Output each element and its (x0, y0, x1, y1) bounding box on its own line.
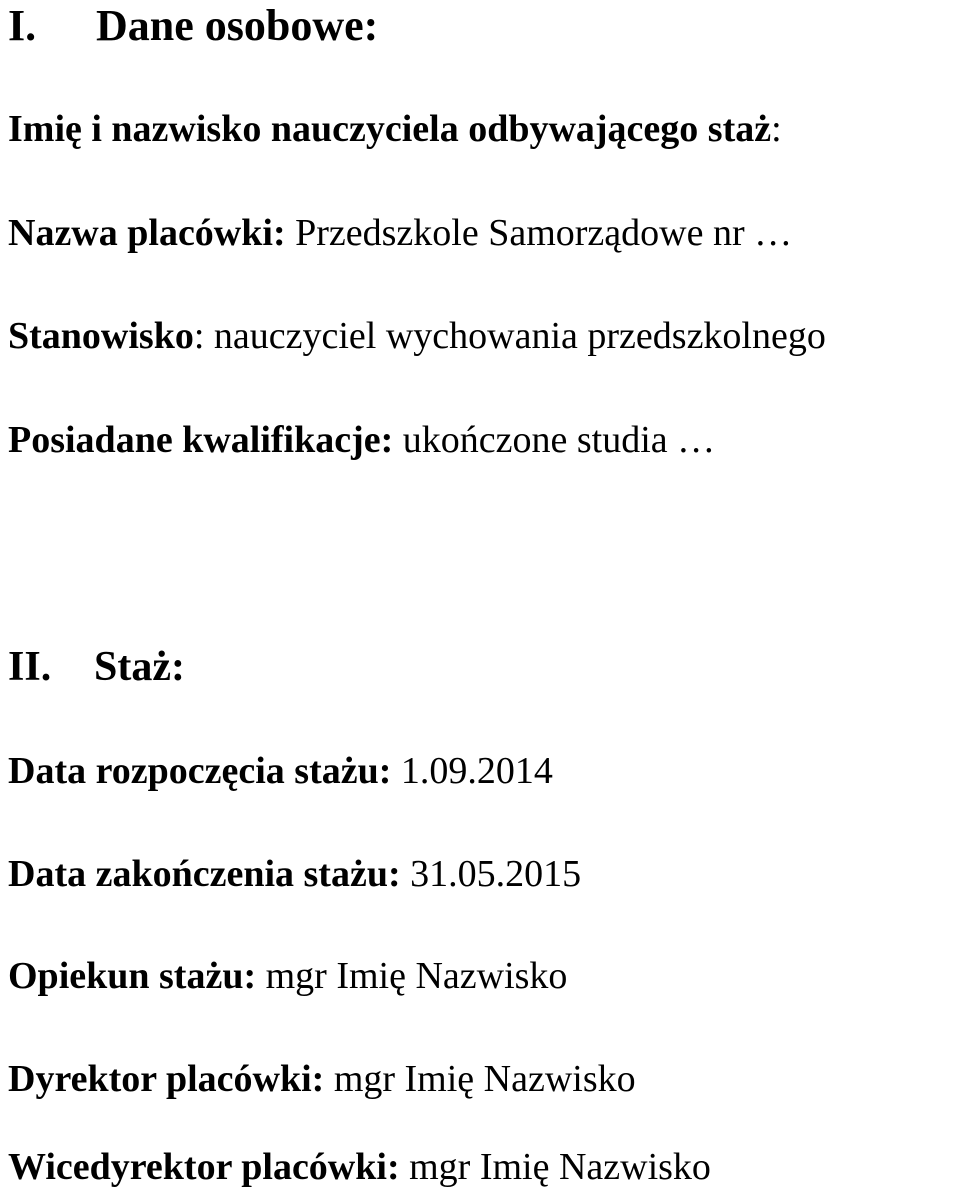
section-heading-internship (8, 646, 185, 688)
mentor-line (8, 957, 567, 995)
section-title: Dane osobowe: (96, 1, 379, 50)
section-number: I. (8, 1, 37, 50)
qualifications-line (8, 421, 715, 459)
institution-line (8, 214, 792, 252)
section-number: II. (8, 644, 52, 690)
mentor-value: mgr Imię Nazwisko (265, 955, 568, 997)
section-title: Staż: (94, 644, 185, 690)
vice-director-label: Wicedyrektor placówki: (8, 1146, 400, 1188)
end-date-label: Data zakończenia stażu: (8, 853, 401, 895)
institution-label: Nazwa placówki: (8, 212, 286, 254)
director-label: Dyrektor placówki: (8, 1058, 325, 1100)
vice-director-value: mgr Imię Nazwisko (409, 1146, 711, 1188)
position-value: : nauczyciel wychowania przedszkolnego (193, 315, 826, 357)
end-date-line (8, 855, 581, 893)
section-heading-personal-data (8, 1, 379, 50)
director-value: mgr Imię Nazwisko (333, 1058, 636, 1100)
mentor-label: Opiekun stażu: (8, 955, 257, 997)
qualifications-value: ukończone studia … (402, 419, 716, 461)
qualifications-label: Posiadane kwalifikacje: (8, 419, 394, 461)
end-date-value: 31.05.2015 (410, 853, 582, 895)
start-date-line (8, 752, 553, 790)
start-date-value: 1.09.2014 (400, 750, 553, 792)
teacher-name-label: Imię i nazwisko nauczyciela odbywającego staż (8, 108, 772, 150)
position-line (8, 317, 826, 355)
director-line (8, 1060, 636, 1098)
teacher-name-colon: : (771, 108, 782, 150)
institution-value: Przedszkole Samorządowe nr … (295, 212, 793, 254)
vice-director-line (8, 1148, 711, 1186)
position-label: Stanowisko (8, 315, 194, 357)
start-date-label: Data rozpoczęcia stażu: (8, 750, 392, 792)
teacher-name-line (8, 110, 782, 148)
